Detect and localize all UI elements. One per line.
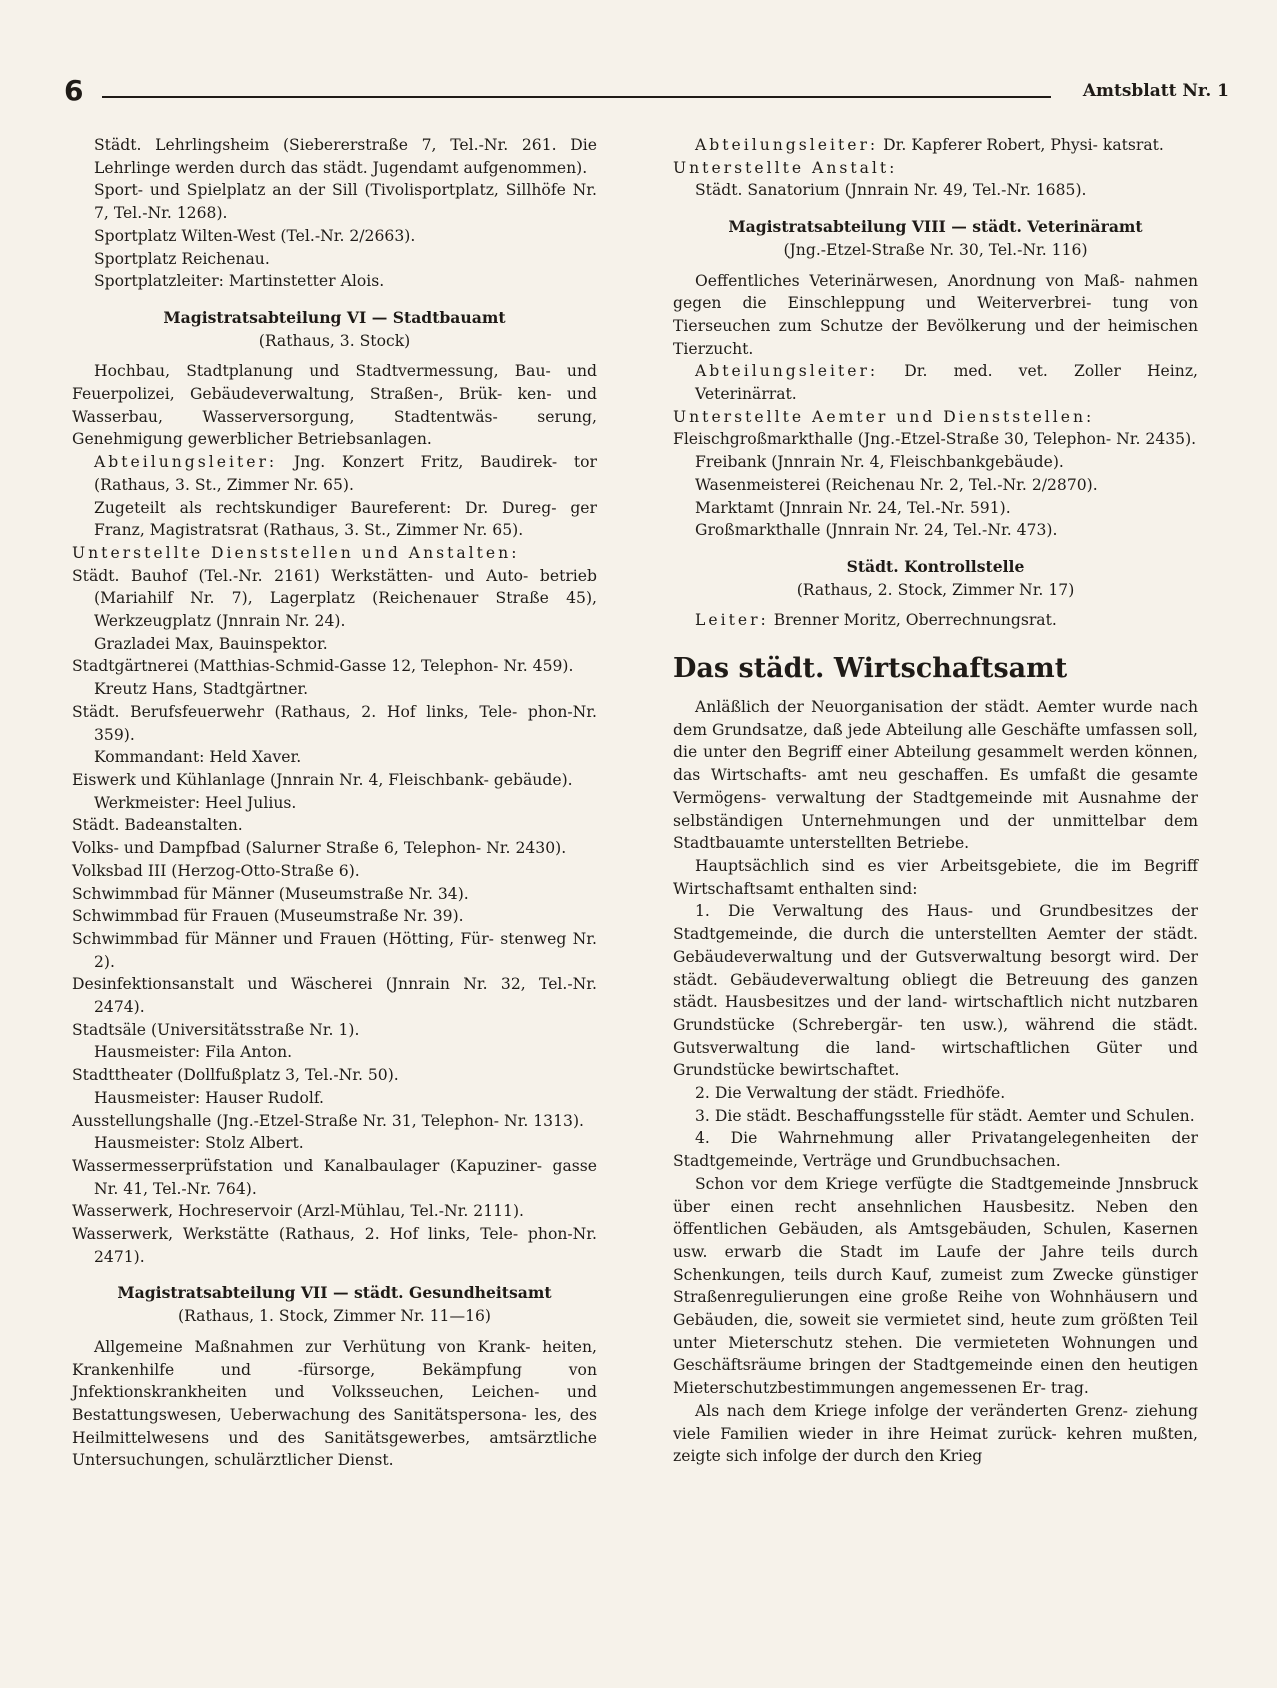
- article-paragraph: 2. Die Verwaltung der städt. Friedhöfe.: [695, 1084, 1006, 1103]
- article-paragraph: 1. Die Verwaltung des Haus- und Grundbesitzes der Stadtgemeinde, die durch die unterstellten Aemter der städt. Gebäudeverwaltung und der Gutsverwaltung besorgt wird. Der städt. Gebäudeverwaltung obliegt die Betreuung des ganzen städt. Hausbesitzes und der land- wirtschaftlich nicht nutzbaren Grundstücke (Schrebergär- ten usw.), während die städt. Gutsverwaltung die land- wirtschaftlichen Güter und Grundstücke bewirtschaftet.: [673, 902, 1198, 1080]
- entry-stadtgaertner: Kreutz Hans, Stadtgärtner.: [94, 680, 309, 699]
- article-paragraph: Hauptsächlich sind es vier Arbeitsgebiete, die im Begriff Wirtschaftsamt enthalten sind:: [673, 856, 1198, 898]
- entry-sportplatz-wilten: Sportplatz Wilten-West (Tel.-Nr. 2/2663).: [94, 226, 416, 245]
- article-paragraph: Als nach dem Kriege infolge der veränderten Grenz- ziehung viele Familien wieder in ihre Heimat zurück- kehren mußten, zeigte sich infolge der durch den Krieg: [673, 1401, 1198, 1466]
- entry-hausmeister-fila: Hausmeister: Fila Anton.: [94, 1043, 293, 1062]
- entry-stadtgaertnerei: Stadtgärtnerei (Matthias-Schmid-Gasse 12, Telephon- Nr. 459).: [72, 657, 574, 676]
- entry-bauinspektor: Grazladei Max, Bauinspektor.: [94, 634, 328, 653]
- article-paragraph: Schon vor dem Kriege verfügte die Stadtgemeinde Jnnsbruck über einen recht ansehnlichen Hausbesitz. Neben den öffentlichen Gebäuden, als Amtsgebäuden, Schulen, Kasernen usw. erwarb die Stadt im Laufe der Jahre teils durch Schenkungen, teils durch Kauf, zumeist zum Zwecke günstiger Straßenregulierungen eine große Reihe von Wohnhäusern und Gebäuden, die, soweit sie vermietet sind, heute zum größten Teil unter Mieterschutz stehen. Die vermieteten Wohnungen und Geschäftsräume bringen der Stadtgemeinde einen den heutigen Mieterschutzbestimmungen angemessenen Er- trag.: [673, 1174, 1198, 1398]
- department-head-label: Abteilungsleiter:: [695, 362, 879, 381]
- department-head-name: Dr. med. vet. Zoller Heinz, Veterinärrat.: [695, 362, 1198, 404]
- section-description-gesundheitsamt: Allgemeine Maßnahmen zur Verhütung von Krank- heiten, Krankenhilfe und -fürsorge, Bekämpfung von Jnfektionskrankheiten und Volksseuchen, Leichen- und Bestattungswesen, Ueberwachung des Sanitätspersona- les, des Heilmittelwesens und des Sanitätsgewerbes, amtsärztliche Untersuchungen, schulärztlicher Dienst.: [72, 1337, 597, 1470]
- entry-wasenmeisterei: Wasenmeisterei (Reichenau Nr. 2, Tel.-Nr. 2/2870).: [695, 475, 1098, 494]
- leiter-name: Brenner Moritz, Oberrechnungsrat.: [773, 611, 1057, 630]
- section-location-kontrollstelle: (Rathaus, 2. Stock, Zimmer Nr. 17): [796, 580, 1075, 599]
- left-column: [72, 134, 597, 1472]
- entry-desinfektionsanstalt: Desinfektionsanstalt und Wäscherei (Jnnrain Nr. 32, Tel.-Nr. 2474).: [72, 975, 597, 1017]
- entry-fleischgrossmarkthalle: Fleischgroßmarkthalle (Jng.-Etzel-Straße 30, Telephon- Nr. 2435).: [673, 430, 1197, 449]
- entry-volksbad-dampfbad: Volks- und Dampfbad (Salurner Straße 6, Telephon- Nr. 2430).: [72, 839, 567, 858]
- leiter-label: Leiter:: [695, 611, 769, 630]
- entry-schwimmbad-maenner: Schwimmbad für Männer (Museumstraße Nr. 34).: [72, 884, 469, 903]
- entry-baureferent: Zugeteilt als rechtskundiger Baureferent: Dr. Dureg- ger Franz, Magistratsrat (Rathaus, 3. St., Zimmer Nr. 65).: [94, 498, 597, 540]
- entry-sanatorium: Städt. Sanatorium (Jnnrain Nr. 49, Tel.-Nr. 1685).: [695, 181, 1087, 200]
- entry-freibank: Freibank (Jnnrain Nr. 4, Fleischbankgebäude).: [695, 453, 1064, 472]
- entry-marktamt: Marktamt (Jnnrain Nr. 24, Tel.-Nr. 591).: [695, 498, 1011, 517]
- article-paragraph: 3. Die städt. Beschaffungsstelle für städt. Aemter und Schulen.: [695, 1106, 1195, 1125]
- section-description-veterinaeramt: Oeffentliches Veterinärwesen, Anordnung von Maß- nahmen gegen die Einschleppung und Weiterverbrei- tung von Tierseuchen zum Schutze der Bevölkerung und der heimischen Tierzucht.: [673, 271, 1198, 358]
- article-title: Das städt. Wirtschaftsamt: [673, 653, 1068, 685]
- header-rule: [102, 96, 1051, 98]
- article-paragraph: 4. Die Wahrnehmung aller Privatangelegenheiten der Stadtgemeinde, Verträge und Grundbuchsachen.: [673, 1129, 1198, 1171]
- subordinate-offices-label: Unterstellte Aemter und Dienststellen:: [673, 407, 1095, 426]
- entry-hochreservoir: Wasserwerk, Hochreservoir (Arzl-Mühlau, Tel.-Nr. 2111).: [72, 1202, 524, 1221]
- entry-sportplatz-reichenau: Sportplatz Reichenau.: [94, 249, 270, 268]
- entry-kommandant: Kommandant: Held Xaver.: [94, 748, 302, 767]
- entry-ausstellungshalle: Ausstellungshalle (Jng.-Etzel-Straße Nr. 31, Telephon- Nr. 1313).: [72, 1111, 584, 1130]
- entry-werkmeister: Werkmeister: Heel Julius.: [94, 793, 297, 812]
- entry-berufsfeuerwehr: Städt. Berufsfeuerwehr (Rathaus, 2. Hof links, Tele- phon-Nr. 359).: [72, 702, 597, 744]
- entry-bauhof: Städt. Bauhof (Tel.-Nr. 2161) Werkstätten- und Auto- betrieb (Mariahilf Nr. 7), Lagerplatz (Reichenauer Straße 45), Werkzeugplatz (Jnnrain Nr. 24).: [72, 566, 597, 631]
- department-head-veterinaeramt: [673, 360, 1198, 405]
- department-head-name: Dr. Kapferer Robert, Physi- katsrat.: [883, 136, 1164, 154]
- subordinate-offices-label: Unterstellte Dienststellen und Anstalten:: [72, 543, 520, 562]
- page-header: [64, 74, 1229, 114]
- section-description-stadtbauamt: Hochbau, Stadtplanung und Stadtvermessung, Bau- und Feuerpolizei, Gebäudeverwaltung, Straßen-, Brük- ken- und Wasserbau, Wasserversorgung, Stadtentwäs- serung, Genehmigung gewerblicher Betriebsanlagen.: [72, 362, 597, 449]
- section-heading-veterinaeramt: Magistratsabteilung VIII — städt. Veterinäramt: [728, 217, 1143, 237]
- section-location-stadtbauamt: (Rathaus, 3. Stock): [258, 331, 411, 350]
- section-heading-stadtbauamt: Magistratsabteilung VI — Stadtbauamt: [163, 307, 506, 327]
- entry-schwimmbad-hoetting: Schwimmbad für Männer und Frauen (Hötting, Für- stenweg Nr. 2).: [72, 929, 597, 971]
- entry-sportplatzleiter: Sportplatzleiter: Martinstetter Alois.: [94, 272, 385, 291]
- department-head-label: Abteilungsleiter:: [94, 453, 278, 472]
- entry-schwimmbad-frauen: Schwimmbad für Frauen (Museumstraße Nr. 39).: [72, 907, 464, 926]
- section-heading-gesundheitsamt: Magistratsabteilung VII — städt. Gesundheitsamt: [117, 1283, 552, 1303]
- entry-wassermesserpruefstation: Wassermesserprüfstation und Kanalbaulager (Kapuziner- gasse Nr. 41, Tel.-Nr. 764).: [72, 1156, 597, 1198]
- section-heading-kontrollstelle: Städt. Kontrollstelle: [846, 556, 1025, 576]
- entry-sportplatz-sill: Sport- und Spielplatz an der Sill (Tivolisportplatz, Sillhöfe Nr. 7, Tel.-Nr. 1268).: [94, 181, 597, 223]
- entry-stadttheater: Stadttheater (Dollfußplatz 3, Tel.-Nr. 50).: [72, 1066, 399, 1085]
- right-column: [673, 134, 1198, 1468]
- entry-badeanstalten: Städt. Badeanstalten.: [72, 816, 243, 835]
- entry-grossmarkthalle: Großmarkthalle (Jnnrain Nr. 24, Tel.-Nr. 473).: [695, 521, 1058, 540]
- department-head-gesundheitsamt: [673, 134, 1198, 157]
- entry-wasserwerk-werkstaette: Wasserwerk, Werkstätte (Rathaus, 2. Hof links, Tele- phon-Nr. 2471).: [72, 1225, 597, 1266]
- entry-hausmeister-stolz: Hausmeister: Stolz Albert.: [94, 1134, 304, 1153]
- department-head-label: Abteilungsleiter:: [695, 136, 879, 154]
- journal-title: Amtsblatt Nr. 1: [1082, 81, 1229, 101]
- entry-hausmeister-hauser: Hausmeister: Hauser Rudolf.: [94, 1088, 324, 1107]
- entry-eiswerk: Eiswerk und Kühlanlage (Jnnrain Nr. 4, Fleischbank- gebäude).: [72, 770, 573, 789]
- department-head-name: Jng. Konzert Fritz, Baudirek- tor (Rathaus, 3. St., Zimmer Nr. 65).: [94, 453, 597, 494]
- entry-stadtsaele: Stadtsäle (Universitätsstraße Nr. 1).: [72, 1020, 360, 1039]
- leiter-kontrollstelle: [673, 609, 1198, 632]
- entry-volksbad-iii: Volksbad III (Herzog-Otto-Straße 6).: [72, 861, 360, 880]
- article-paragraph: Anläßlich der Neuorganisation der städt. Aemter wurde nach dem Grundsatze, daß jede Abteilung alle Geschäfte umfassen soll, die unter den Begriff einer Abteilung gesammelt werden können, das Wirtschafts- amt neu geschaffen. Es umfaßt die gesamte Vermögens- verwaltung der Stadtgemeinde mit Ausnahme der selbständigen Unternehmungen und der unmittelbar dem Stadtbauamte unterstellten Betriebe.: [673, 698, 1198, 853]
- section-location-gesundheitsamt: (Rathaus, 1. Stock, Zimmer Nr. 11—16): [177, 1307, 491, 1326]
- department-head-stadtbauamt: [72, 451, 597, 496]
- section-location-veterinaeramt: (Jng.-Etzel-Straße Nr. 30, Tel.-Nr. 116): [783, 240, 1088, 259]
- subordinate-institution-label: Unterstellte Anstalt:: [673, 158, 898, 177]
- page-number: 6: [64, 74, 84, 107]
- entry-lehrlingsheim: Städt. Lehrlingsheim (Siebererstraße 7, Tel.-Nr. 261. Die Lehrlinge werden durch das städt. Jugendamt aufgenommen).: [94, 136, 597, 177]
